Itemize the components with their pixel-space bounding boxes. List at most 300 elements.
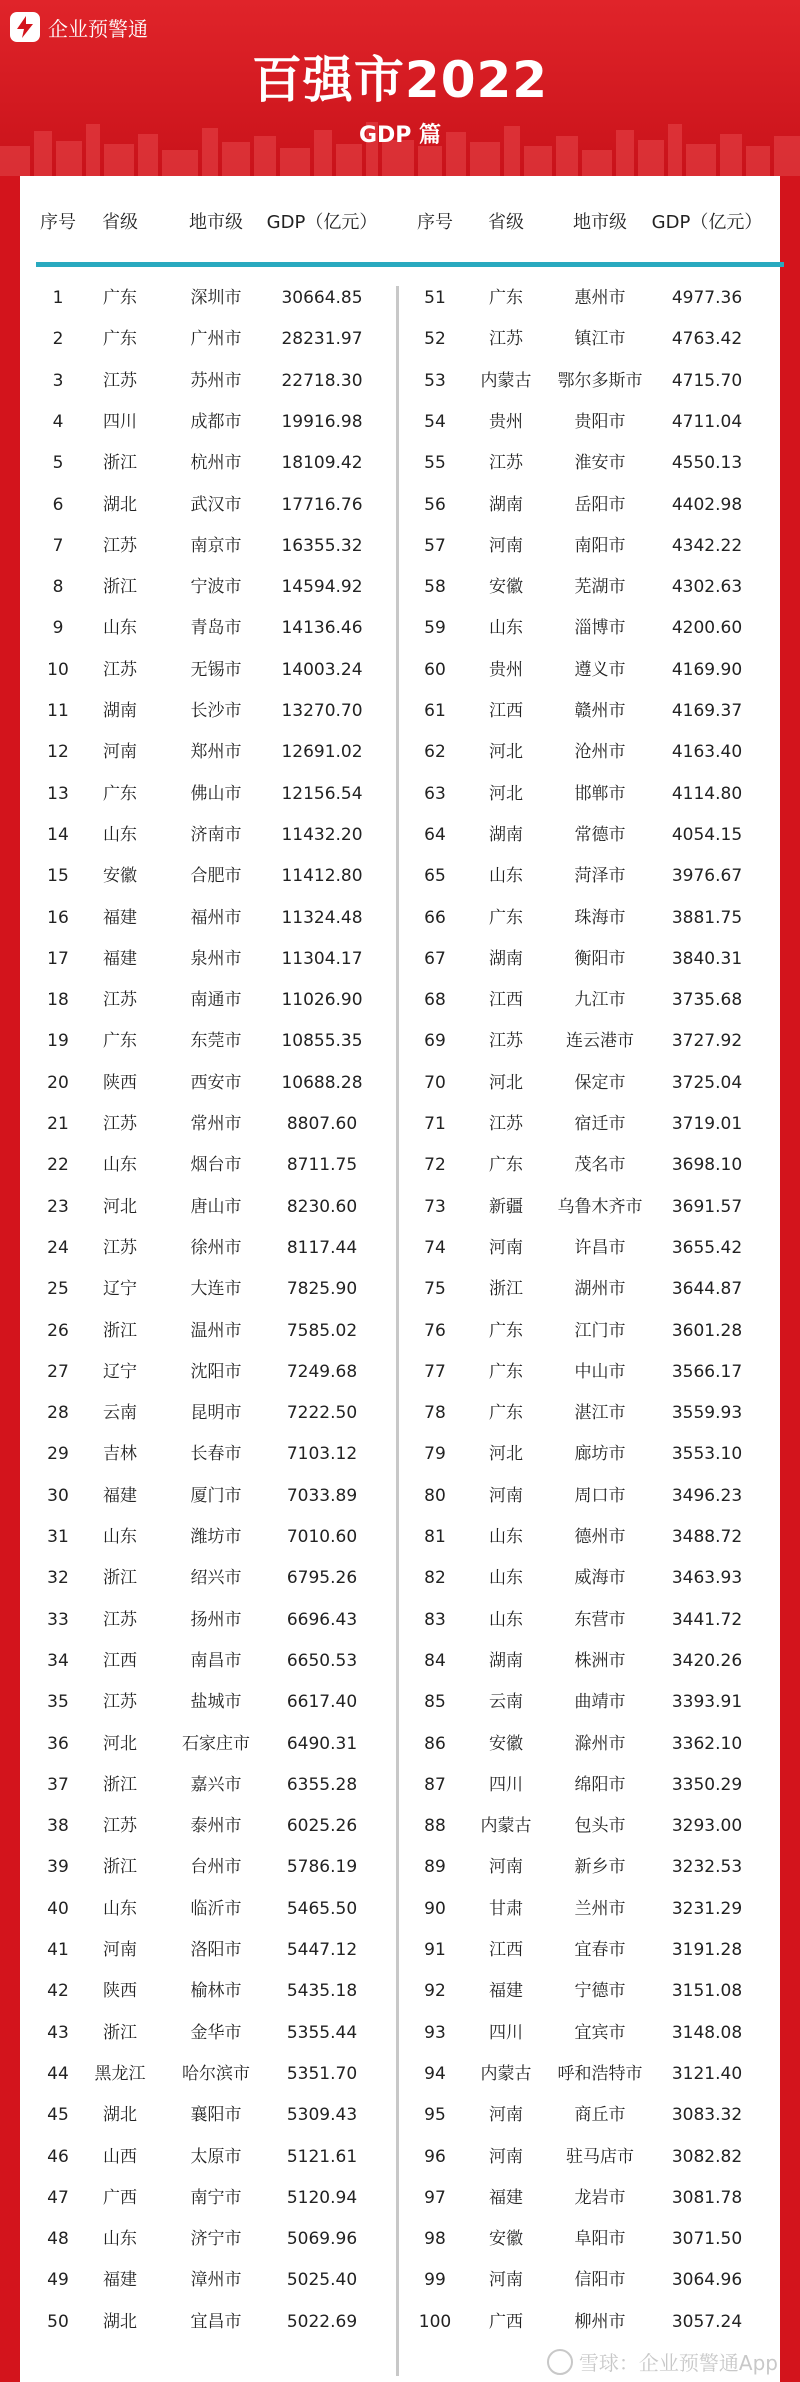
cell-gdp: 3881.75 [671,907,743,928]
cell-gdp: 4711.04 [671,411,743,432]
cell-gdp: 11432.20 [281,824,363,845]
cell-city: 绍兴市 [190,1568,242,1589]
cell-rank: 58 [424,577,446,598]
table-row [20,1765,780,1805]
cell-rank: 12 [47,742,69,763]
table-row [20,1889,780,1929]
cell-province: 浙江 [489,1279,523,1300]
cell-province: 山东 [103,1155,137,1176]
cell-rank: 73 [424,1196,446,1217]
cell-city: 乌鲁木齐市 [557,1196,643,1217]
cell-city: 哈尔滨市 [182,2063,250,2084]
cell-gdp: 3293.00 [671,1816,743,1837]
cell-city: 温州市 [190,1320,242,1341]
cell-province: 云南 [489,1692,523,1713]
table-row [20,1724,780,1764]
cell-gdp: 4342.22 [671,535,743,556]
cell-gdp: 13270.70 [281,701,363,721]
cell-city: 驻马店市 [566,2146,634,2167]
table-row [20,691,780,731]
cell-rank: 49 [47,2270,69,2291]
cell-gdp: 3082.82 [671,2146,743,2167]
cell-city: 扬州市 [190,1609,242,1630]
cell-province: 湖南 [103,701,137,721]
cell-gdp: 3553.10 [671,1444,743,1465]
cell-gdp: 7222.50 [286,1403,358,1424]
table-row [20,1682,780,1722]
cell-city: 榆林市 [190,1981,242,2002]
cell-rank: 57 [424,535,446,556]
cell-province: 湖北 [103,2105,137,2126]
cell-city: 茂名市 [574,1155,626,1176]
cell-city: 滁州市 [574,1733,626,1754]
cell-gdp: 8117.44 [286,1237,358,1258]
cell-gdp: 5121.61 [286,2146,358,2167]
cell-city: 宜春市 [574,1940,626,1960]
brand-name: 企业预警通 [48,16,148,41]
cell-province: 四川 [489,2022,523,2043]
cell-city: 南昌市 [190,1650,242,1671]
cell-gdp: 3420.26 [671,1650,743,1671]
cell-province: 河南 [103,742,137,763]
cell-gdp: 3725.04 [671,1072,743,1093]
cell-province: 安徽 [489,1733,523,1754]
cell-rank: 48 [47,2229,69,2250]
cell-rank: 9 [52,618,64,639]
cell-rank: 69 [424,1031,446,1052]
table-row [20,361,780,401]
cell-gdp: 3350.29 [671,1774,743,1795]
cell-gdp: 3071.50 [671,2229,743,2250]
cell-city: 南阳市 [574,535,626,556]
cell-rank: 72 [424,1155,446,1176]
cell-city: 菏泽市 [574,866,626,887]
cell-city: 苏州市 [190,370,242,391]
cell-city: 昆明市 [190,1403,242,1424]
cell-rank: 79 [424,1444,446,1465]
cell-city: 保定市 [574,1072,626,1093]
table-row [20,1063,780,1103]
cell-gdp: 19916.98 [281,411,363,432]
cell-rank: 68 [424,990,446,1011]
cell-city: 淄博市 [574,618,626,639]
cell-province: 福建 [103,1485,137,1506]
cell-city: 宜昌市 [190,2311,242,2332]
cell-province: 云南 [103,1403,137,1424]
cell-rank: 19 [47,1031,69,1052]
cell-rank: 32 [47,1568,69,1589]
table-row [20,1145,780,1185]
cell-city: 宁德市 [574,1981,626,2002]
cell-province: 江苏 [103,990,137,1011]
cell-rank: 51 [424,288,446,308]
cell-city: 珠海市 [574,907,626,928]
cell-province: 江西 [103,1650,137,1671]
cell-gdp: 7585.02 [286,1320,358,1341]
cell-rank: 39 [47,1857,69,1878]
cell-province: 内蒙古 [480,370,532,391]
watermark [547,2347,778,2376]
cell-gdp: 4169.37 [671,701,743,721]
cell-city: 烟台市 [190,1155,242,1176]
table-row [20,402,780,442]
cell-city: 宜宾市 [574,2022,626,2043]
cell-gdp: 5465.50 [286,1898,358,1919]
cell-gdp: 6355.28 [286,1774,358,1795]
cell-city: 南京市 [190,535,242,556]
cell-rank: 1 [52,288,64,308]
cell-gdp: 16355.32 [281,535,363,556]
cell-province: 江西 [489,1940,523,1960]
cell-gdp: 3496.23 [671,1485,743,1506]
cell-province: 浙江 [103,577,137,598]
cell-city: 临沂市 [190,1898,242,1919]
cell-city: 龙岩市 [574,2187,626,2208]
cell-city: 泉州市 [190,948,242,969]
cell-province: 广东 [489,1361,523,1382]
table-row [20,1517,780,1557]
column-header-gdp: GDP（亿元） [651,212,763,233]
page-subtitle: GDP 篇 [358,123,442,148]
cell-province: 广东 [489,1320,523,1341]
cell-province: 广东 [489,907,523,928]
snowball-logo-icon [547,2349,573,2375]
table-row [20,2260,780,2300]
cell-rank: 59 [424,618,446,639]
cell-city: 阜阳市 [574,2229,626,2250]
cell-province: 四川 [103,411,137,432]
cell-province: 新疆 [489,1196,523,1217]
cell-gdp: 4402.98 [671,494,743,515]
cell-gdp: 28231.97 [281,329,363,350]
cell-rank: 86 [424,1733,446,1754]
cell-rank: 20 [47,1072,69,1093]
table-row [20,2219,780,2259]
cell-rank: 14 [47,824,69,845]
cell-province: 广东 [489,1403,523,1424]
cell-province: 山东 [103,824,137,845]
cell-rank: 74 [424,1237,446,1258]
cell-city: 常州市 [190,1114,242,1134]
cell-rank: 22 [47,1155,69,1176]
cell-city: 新乡市 [574,1857,626,1878]
cell-city: 嘉兴市 [190,1774,242,1795]
cell-city: 太原市 [190,2146,242,2167]
header-banner [0,0,800,176]
cell-rank: 97 [424,2187,446,2208]
cell-gdp: 5447.12 [286,1940,358,1960]
cell-gdp: 3151.08 [671,1981,743,2002]
cell-rank: 5 [52,453,64,474]
cell-rank: 25 [47,1279,69,1300]
cell-province: 河南 [489,2105,523,2126]
cell-rank: 96 [424,2146,446,2167]
cell-city: 厦门市 [190,1485,242,1506]
cell-gdp: 14594.92 [281,577,363,598]
cell-gdp: 7249.68 [286,1361,358,1382]
cell-city: 湛江市 [574,1403,626,1424]
cell-city: 九江市 [574,990,626,1011]
cell-province: 山西 [103,2146,137,2167]
cell-province: 黑龙江 [94,2063,146,2084]
column-header-rank: 序号 [40,212,76,233]
cell-province: 江苏 [103,1692,137,1713]
cell-city: 沧州市 [574,742,626,763]
cell-rank: 17 [47,948,69,969]
cell-rank: 31 [47,1527,69,1547]
cell-province: 河北 [103,1196,137,1217]
cell-city: 泰州市 [190,1816,242,1837]
column-header-city: 地市级 [189,212,243,233]
cell-rank: 81 [424,1527,446,1547]
table-row [20,278,780,318]
cell-city: 杭州市 [190,453,242,474]
cell-rank: 36 [47,1733,69,1754]
column-header-city: 地市级 [573,212,627,233]
table-row [20,2178,780,2218]
cell-gdp: 3976.67 [671,866,743,887]
cell-gdp: 17716.76 [281,494,363,515]
table-row [20,1847,780,1887]
cell-city: 德州市 [574,1527,626,1547]
cell-province: 江苏 [103,1114,137,1134]
cell-gdp: 11324.48 [281,907,363,928]
cell-province: 山东 [489,1609,523,1630]
cell-rank: 23 [47,1196,69,1217]
watermark-text: 雪球：企业预警通App [578,2351,778,2375]
cell-city: 中山市 [574,1361,626,1382]
cell-city: 威海市 [574,1568,626,1589]
cell-province: 广东 [103,1031,137,1052]
table-row [20,898,780,938]
cell-rank: 2 [52,329,64,350]
cell-province: 安徽 [489,577,523,598]
table-row [20,1021,780,1061]
cell-rank: 41 [47,1940,69,1960]
table-row [20,2302,780,2342]
cell-gdp: 10855.35 [281,1031,363,1052]
cell-gdp: 3232.53 [671,1857,743,1878]
cell-province: 内蒙古 [480,2063,532,2084]
cell-province: 江苏 [103,1816,137,1837]
cell-rank: 24 [47,1237,69,1258]
cell-province: 河北 [489,1072,523,1093]
table-row [20,856,780,896]
cell-city: 衡阳市 [574,948,626,969]
cell-city: 金华市 [190,2022,242,2043]
table-row [20,732,780,772]
cell-gdp: 3081.78 [671,2187,743,2208]
cell-city: 漳州市 [190,2270,242,2291]
cell-city: 佛山市 [190,783,242,804]
cell-gdp: 5309.43 [286,2105,358,2126]
table-row [20,1187,780,1227]
cell-province: 江西 [489,990,523,1011]
table-row [20,1558,780,1598]
cell-city: 常德市 [574,824,626,845]
cell-rank: 28 [47,1403,69,1424]
cell-gdp: 3840.31 [671,948,743,969]
cell-city: 惠州市 [574,288,626,308]
cell-city: 宁波市 [190,577,242,598]
cell-gdp: 3191.28 [671,1940,743,1960]
cell-province: 广东 [103,288,137,308]
page-title: 百强市2022 [251,51,549,109]
cell-city: 江门市 [574,1320,626,1341]
cell-rank: 66 [424,907,446,928]
table-row [20,1806,780,1846]
cell-province: 福建 [489,1981,523,2002]
cell-province: 广西 [103,2187,137,2208]
cell-rank: 64 [424,824,446,845]
cell-gdp: 5351.70 [286,2063,358,2084]
cell-city: 东营市 [574,1609,626,1630]
cell-gdp: 5435.18 [286,1981,358,2002]
cell-gdp: 5120.94 [286,2187,358,2208]
cell-province: 广东 [103,329,137,350]
table-row [20,1600,780,1640]
column-header-rank: 序号 [417,212,453,233]
cell-city: 廊坊市 [574,1444,626,1465]
cell-city: 青岛市 [190,618,242,639]
cell-rank: 4 [52,411,64,432]
table-row [20,1641,780,1681]
cell-city: 连云港市 [566,1031,634,1052]
cell-province: 广东 [489,288,523,308]
cell-rank: 92 [424,1981,446,2002]
cell-gdp: 5025.40 [286,2270,358,2291]
table-row [20,1269,780,1309]
cell-rank: 50 [47,2311,69,2332]
cell-city: 郑州市 [190,742,242,763]
table-row [20,980,780,1020]
cell-province: 河北 [489,1444,523,1465]
cell-rank: 71 [424,1114,446,1134]
ranking-table [20,176,780,2382]
cell-gdp: 3559.93 [671,1403,743,1424]
cell-city: 柳州市 [574,2311,626,2332]
cell-gdp: 5069.96 [286,2229,358,2250]
cell-gdp: 8230.60 [286,1196,358,1217]
cell-rank: 83 [424,1609,446,1630]
cell-city: 济南市 [190,824,242,845]
cell-province: 山东 [489,1527,523,1547]
table-row [20,1352,780,1392]
cell-city: 盐城市 [190,1692,242,1713]
cell-province: 河南 [489,1237,523,1258]
cell-city: 台州市 [190,1857,242,1878]
cell-city: 潍坊市 [190,1527,242,1547]
cell-city: 株洲市 [574,1650,626,1671]
cell-rank: 44 [47,2063,69,2084]
table-row [20,526,780,566]
cell-rank: 26 [47,1320,69,1341]
cell-province: 江苏 [103,1237,137,1258]
cell-province: 浙江 [103,2022,137,2043]
cell-gdp: 4169.90 [671,659,743,680]
cell-province: 河南 [489,2270,523,2291]
cell-gdp: 14136.46 [281,618,363,639]
cell-gdp: 4054.15 [671,824,743,845]
cell-rank: 18 [47,990,69,1011]
cell-gdp: 3698.10 [671,1155,743,1176]
cell-city: 遵义市 [574,659,626,680]
cell-city: 贵阳市 [574,411,626,432]
table-row [20,1476,780,1516]
cell-rank: 78 [424,1403,446,1424]
cell-city: 包头市 [574,1816,626,1837]
cell-rank: 43 [47,2022,69,2043]
cell-province: 河南 [103,1940,137,1960]
cell-gdp: 3148.08 [671,2022,743,2043]
cell-province: 江苏 [489,453,523,474]
table-row [20,443,780,483]
cell-rank: 99 [424,2270,446,2291]
cell-gdp: 3488.72 [671,1527,743,1547]
cell-city: 信阳市 [574,2270,626,2291]
table-row [20,1930,780,1970]
cell-province: 河北 [489,783,523,804]
cell-gdp: 3057.24 [671,2311,743,2332]
cell-city: 鄂尔多斯市 [557,370,643,391]
cell-province: 山东 [489,866,523,887]
table-row [20,2095,780,2135]
table-row [20,939,780,979]
cell-gdp: 10688.28 [281,1072,363,1093]
cell-rank: 76 [424,1320,446,1341]
cell-province: 江西 [489,701,523,721]
cell-gdp: 7103.12 [286,1444,358,1465]
cell-province: 贵州 [489,411,523,432]
cell-rank: 61 [424,701,446,721]
cell-gdp: 3441.72 [671,1609,743,1630]
cell-city: 岳阳市 [574,494,626,515]
cell-city: 济宁市 [190,2229,242,2250]
cell-province: 辽宁 [103,1361,137,1382]
table-row [20,2054,780,2094]
cell-province: 江苏 [103,535,137,556]
cell-rank: 62 [424,742,446,763]
cell-city: 湖州市 [574,1279,626,1300]
cell-rank: 94 [424,2063,446,2084]
cell-rank: 70 [424,1072,446,1093]
cell-city: 襄阳市 [190,2105,242,2126]
cell-rank: 91 [424,1940,446,1960]
cell-gdp: 6490.31 [286,1733,358,1754]
cell-rank: 37 [47,1774,69,1795]
cell-rank: 77 [424,1361,446,1382]
cell-province: 陕西 [103,1072,137,1093]
cell-city: 周口市 [574,1485,626,1506]
cell-city: 商丘市 [574,2105,626,2126]
table-row [20,319,780,359]
cell-province: 内蒙古 [480,1816,532,1837]
cell-rank: 93 [424,2022,446,2043]
cell-gdp: 18109.42 [281,453,363,474]
cell-gdp: 8807.60 [286,1114,358,1134]
cell-province: 福建 [103,2270,137,2291]
cell-rank: 21 [47,1114,69,1134]
cell-rank: 16 [47,907,69,928]
table-row [20,1393,780,1433]
cell-province: 安徽 [489,2229,523,2250]
cell-city: 西安市 [190,1072,242,1093]
cell-gdp: 12156.54 [281,783,363,804]
cell-gdp: 4163.40 [671,742,743,763]
cell-gdp: 3064.96 [671,2270,743,2291]
cell-rank: 15 [47,866,69,887]
cell-province: 江苏 [489,1114,523,1134]
